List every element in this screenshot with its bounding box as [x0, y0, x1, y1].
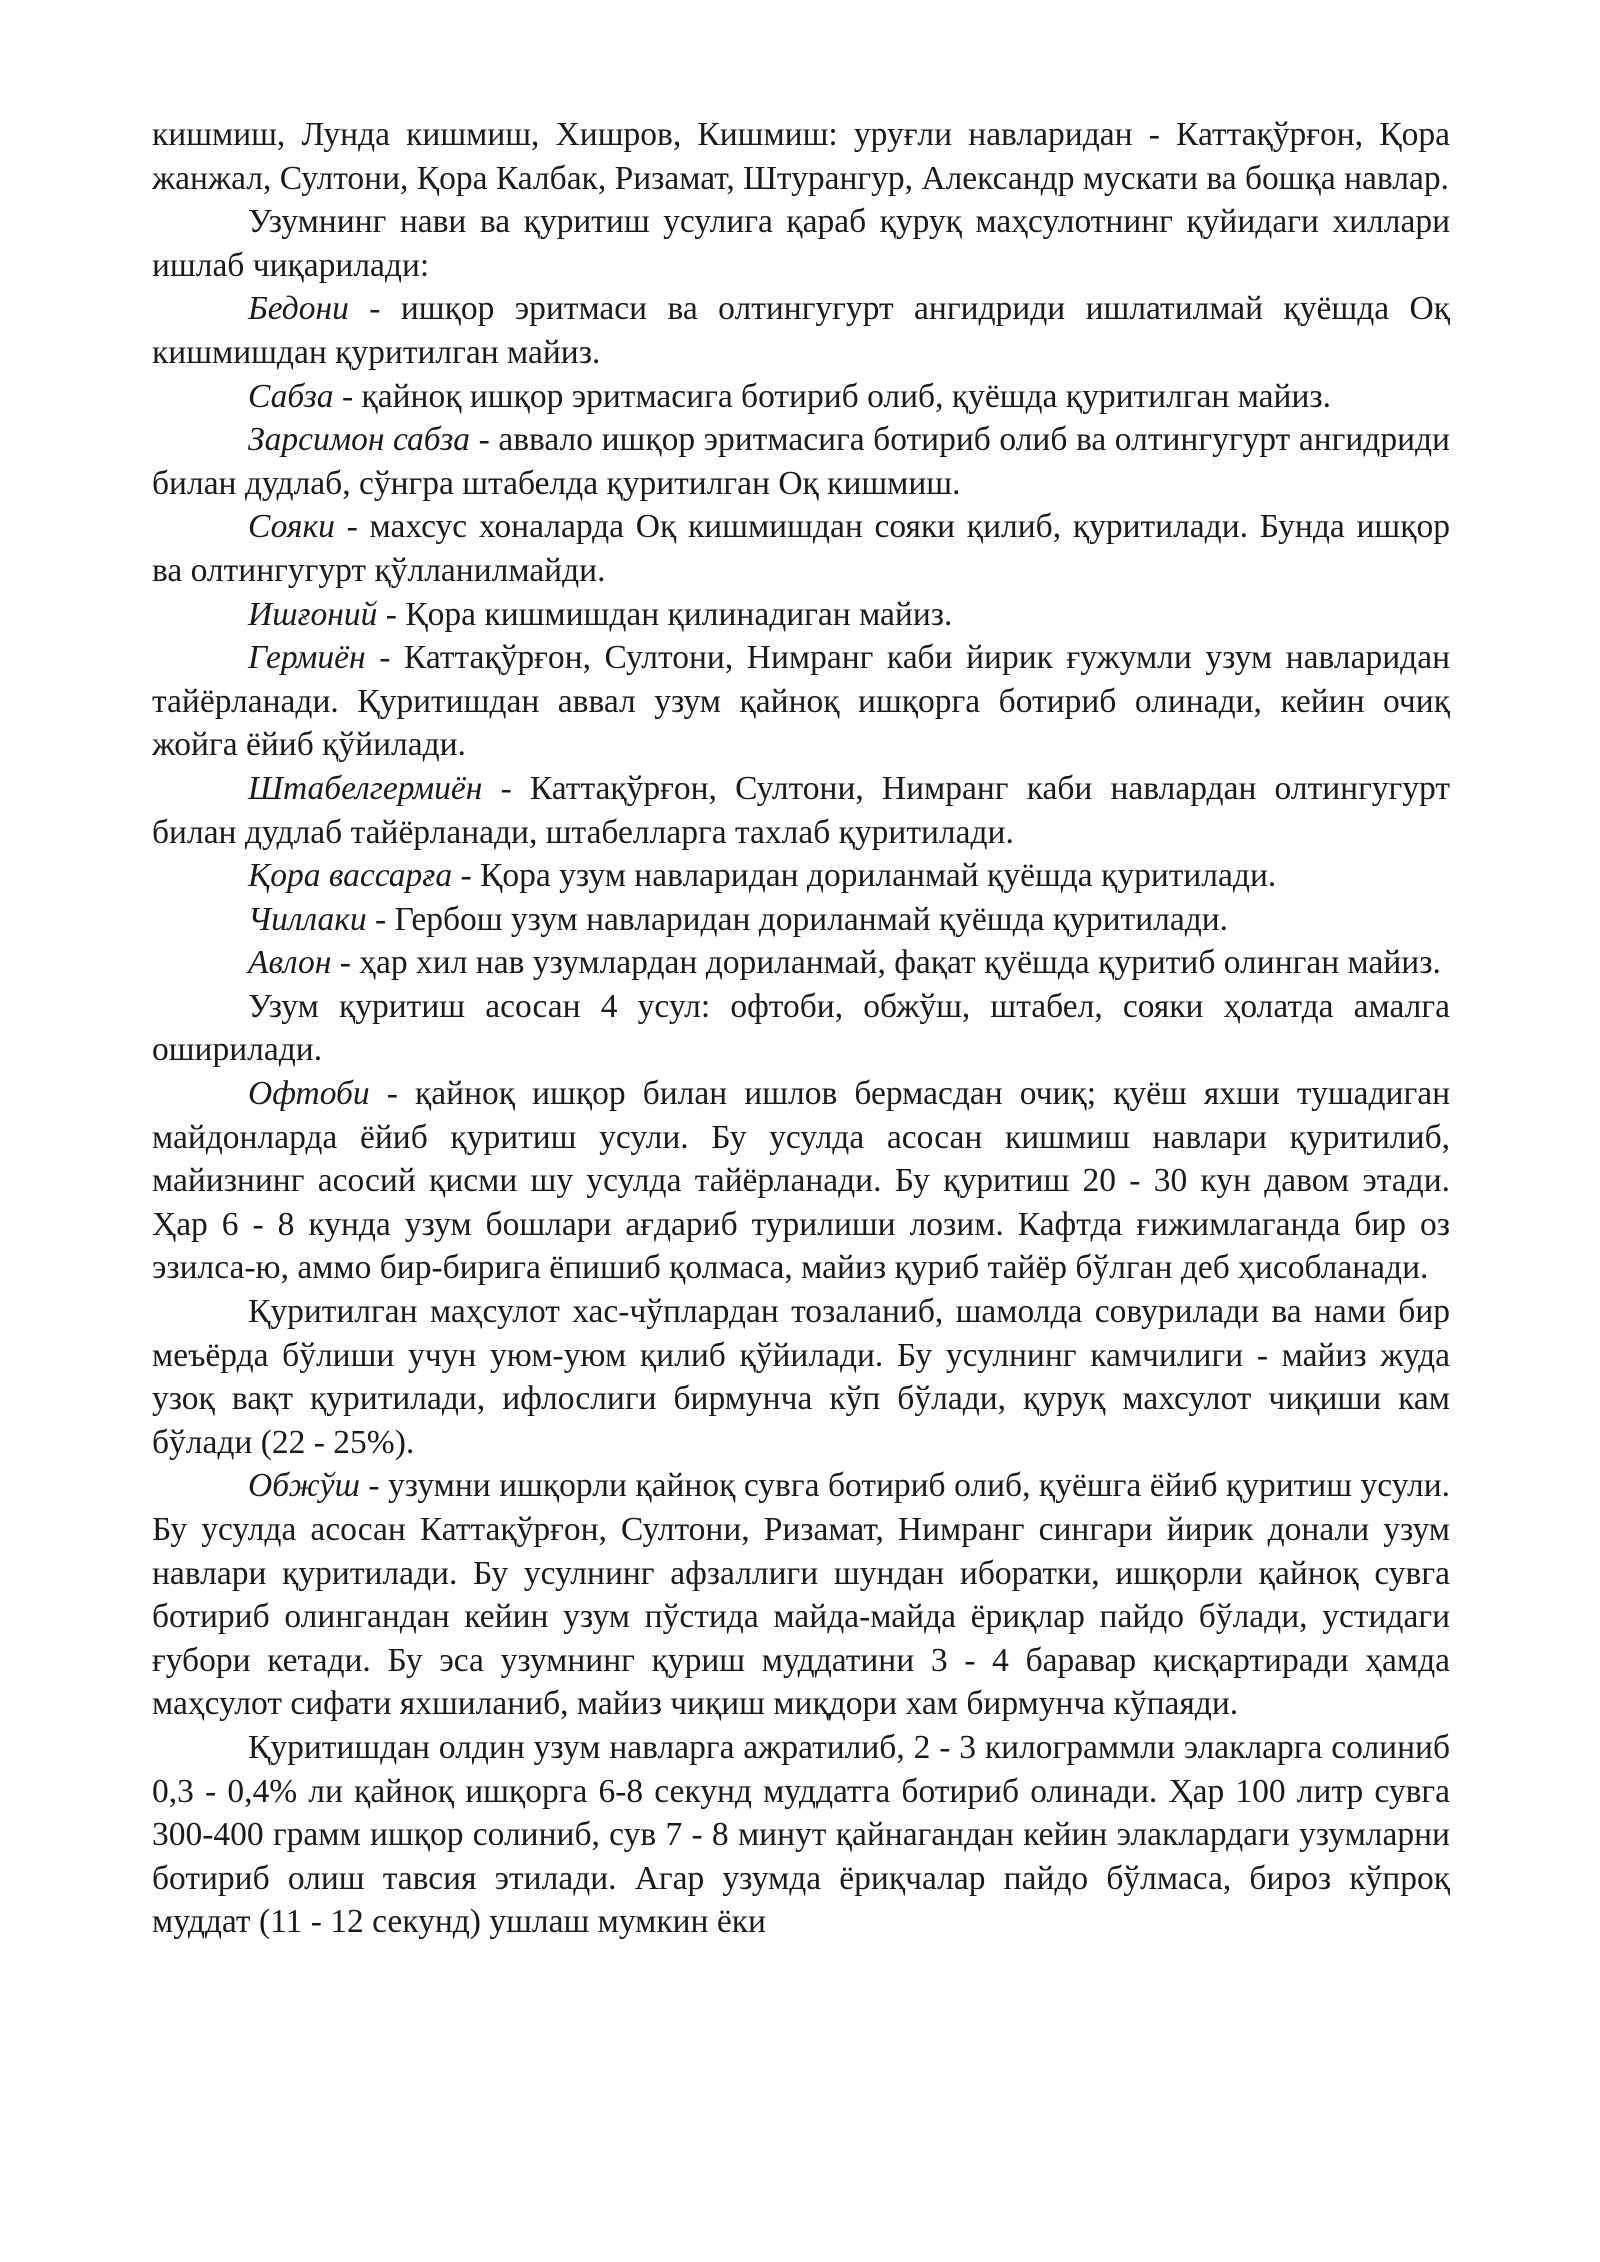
term-ishgoniy: Ишғоний: [248, 595, 378, 633]
term-germiyon: Гермиён: [248, 639, 366, 677]
term-qora-vassarga: Қора вассарға: [248, 857, 453, 895]
paragraph-text: Қуритишдан олдин узум навларга ажратилиб, 2 - 3 килограммли элакларга солиниб 0,3 - 0,4% ли қайноқ ишқорга 6-8 секунд муддатга ботириб олинади. Ҳар 100 литр сувга 300-400 грамм ишқор солиниб, сув 7 - 8 минут қайнагандан кейин элаклардаги узумларни ботириб олиш тавсия этилади. Агар узумда ёриқчалар пайдо бўлмаса, бироз кўпроқ муддат (11 - 12 секунд) ушлаш мумкин ёки: [152, 1728, 1450, 1941]
term-objush: Обжўш: [248, 1467, 360, 1505]
paragraph-text: - махсус хоналарда Оқ кишмишдан сояки қилиб, қуритилади. Бунда ишқор ва олтингугурт қўлланилмайди.: [152, 508, 1450, 589]
term-bedoni: Бедони: [248, 290, 349, 328]
paragraph-text: - узумни ишқорли қайноқ сувга ботириб олиб, қуёшга ёйиб қуритиш усули. Бу усулда асосан Каттақўрғон, Султони, Ризамат, Нимранг сингари йирик донали узум навлари қуритилади. Бу усулнинг афзаллиги шундан иборатки, ишқорли қайноқ сувга ботириб олингандан кейин узум пўстида майда-майда ёриқлар пайдо бўлади, устидаги ғубори кетади. Бу эса узумнинг қуриш муддатини 3 - 4 баравар қисқартиради ҳамда маҳсулот сифати яхшиланиб, майиз чиқиш миқдори хам бирмунча кўпаяди.: [152, 1467, 1450, 1723]
term-avlon: Авлон: [248, 944, 332, 982]
term-chillaki: Чиллаки: [248, 900, 367, 938]
paragraph-oftobi: [152, 1072, 1450, 1290]
paragraph-ishgoniy: [152, 593, 1450, 637]
paragraph-text: - Гербош узум навларидан дориланмай қуёшда қуритилади.: [366, 900, 1229, 938]
paragraph-text: - ишқор эритмаси ва олтингугурт ангидриди ишлатилмай қуёшда Оқ кишмишдан қуритилган майиз.: [152, 290, 1450, 371]
paragraph-text: Узумнинг нави ва қуритиш усулига қараб қуруқ маҳсулотнинг қуйидаги хиллари ишлаб чиқарилади:: [152, 203, 1450, 284]
term-oftobi: Офтоби: [248, 1075, 370, 1113]
paragraph-intro-types: [152, 200, 1450, 287]
paragraph-text: - Қора узум навларидан дориланмай қуёшда қуритилади.: [452, 857, 1277, 895]
paragraph-text: Қуритилган маҳсулот хас-чўплардан тозаланиб, шамолда совурилади ва нами бир меъёрда бўлиши учун уюм-уюм қилиб қўйилади. Бу усулнинг камчилиги - майиз жуда узоқ вақт қуритилади, ифлослиги бирмунча кўп бўлади, қуруқ махсулот чиқиши кам бўлади (22 - 25%).: [152, 1293, 1450, 1461]
paragraph-drying-methods: [152, 985, 1450, 1072]
paragraph-text: кишмиш, Лунда кишмиш, Хишров, Кишмиш: уруғли навларидан - Каттақўрғон, Қора жанжал, Султони, Қора Калбак, Ризамат, Штурангур, Александр мускати ва бошқа навлар.: [152, 116, 1450, 197]
paragraph-chillaki: [152, 898, 1450, 942]
paragraph-qora-vassarga: [152, 854, 1450, 898]
paragraph-text: - қайноқ ишқор билан ишлов бермасдан очиқ; қуёш яхши тушадиган майдонларда ёйиб қуритиш усули. Бу усулда асосан кишмиш навлари қуритилиб, майизнинг асосий қисми шу усулда тайёрланади. Бу қуритиш 20 - 30 кун давом этади. Ҳар 6 - 8 кунда узум бошлари ағдариб турилиши лозим. Кафтда ғижимлаганда бир оз эзилса-ю, аммо бир-бирига ёпишиб қолмаса, майиз қуриб тайёр бўлган деб ҳисобланади.: [152, 1075, 1450, 1287]
paragraph-germiyon: [152, 636, 1450, 767]
paragraph-bedoni: [152, 287, 1450, 374]
paragraph-text: - Каттақўрғон, Султони, Нимранг каби йирик ғужумли узум навларидан тайёрланади. Қуритишдан аввал узум қайноқ ишқорга ботириб олинади, кейин очиқ жойга ёйиб қўйилади.: [152, 639, 1450, 764]
paragraph-text: - ҳар хил нав узумлардан дориланмай, фақат қуёшда қуритиб олинган майиз.: [331, 944, 1441, 982]
term-sabza: Сабза: [248, 377, 334, 415]
paragraph-avlon: [152, 941, 1450, 985]
term-soyaki: Сояки: [248, 508, 335, 546]
term-zarsimon-sabza: Зарсимон сабза: [248, 421, 471, 459]
paragraph-text: - аввало ишқор эритмасига ботириб олиб ва олтингугурт ангидриди билан дудлаб, сўнгра штабелда қуритилган Оқ кишмиш.: [152, 421, 1450, 502]
paragraph-sabza: [152, 375, 1450, 419]
document-page: [152, 113, 1450, 1944]
paragraph-text: - Қора кишмишдан қилинадиган майиз.: [377, 595, 953, 633]
paragraph-varieties-continued: [152, 113, 1450, 200]
paragraph-objush: [152, 1464, 1450, 1726]
paragraph-dried-product: [152, 1290, 1450, 1464]
paragraph-shtabelgermiyon: [152, 767, 1450, 854]
paragraph-text: - қайноқ ишқор эритмасига ботириб олиб, қуёшда қуритилган майиз.: [333, 377, 1332, 415]
term-shtabelgermiyon: Штабелгермиён: [248, 769, 483, 807]
paragraph-pre-drying: [152, 1726, 1450, 1944]
paragraph-zarsimon-sabza: [152, 418, 1450, 505]
paragraph-text: - Каттақўрғон, Султони, Нимранг каби навлардан олтингугурт билан дудлаб тайёрланади, штабелларга тахлаб қуритилади.: [152, 769, 1450, 851]
paragraph-soyaki: [152, 505, 1450, 592]
paragraph-text: Узум қуритиш асосан 4 усул: офтоби, обжўш, штабел, сояки ҳолатда амалга оширилади.: [152, 987, 1450, 1069]
